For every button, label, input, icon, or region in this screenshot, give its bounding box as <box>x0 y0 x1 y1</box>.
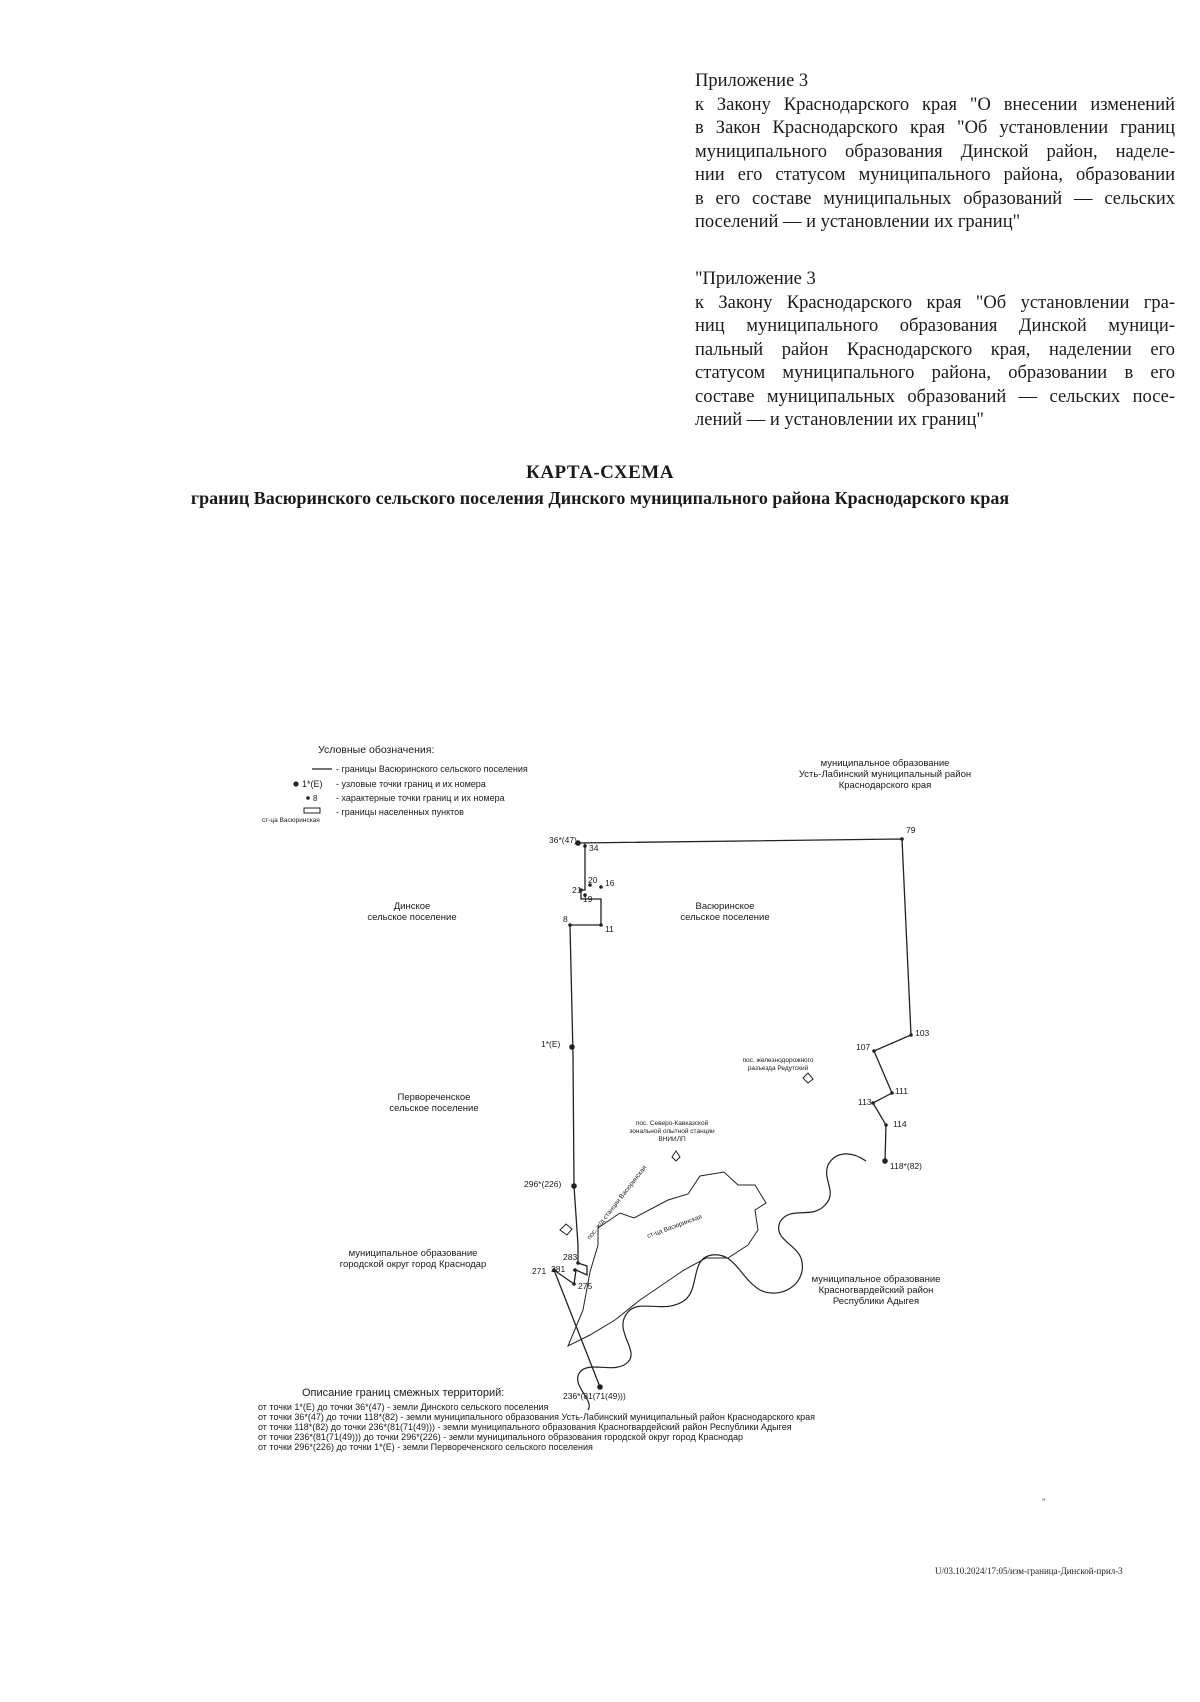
adjacent-description <box>258 1387 815 1452</box>
point-label: 283 <box>563 1252 578 1262</box>
point-label: 20 <box>588 875 598 885</box>
region-label-adygea: Красногвардейский район <box>818 1285 934 1296</box>
annex1-line: муниципального образования Динской район, наделе- <box>695 141 1175 162</box>
point-8 <box>568 923 572 927</box>
region-label-vasyurinskoe: Васюринское <box>695 901 755 912</box>
point-111 <box>890 1091 894 1095</box>
legend <box>262 744 528 824</box>
annex2-line: ниц муниципального образования Динской муници- <box>695 316 1175 336</box>
point-label: 111 <box>895 1086 908 1096</box>
point-label: 21 <box>572 885 582 895</box>
point-103 <box>909 1033 913 1037</box>
region-label-pervorechenskoe: сельское поселение <box>389 1103 479 1114</box>
annex2-line: лений — и установлении их границ" <box>695 410 984 430</box>
page-mark: " <box>1042 1497 1046 1507</box>
region-labels <box>340 758 971 1307</box>
point-label: 114 <box>893 1119 907 1129</box>
annex1-line: Приложение 3 <box>695 71 809 91</box>
settlement-label-reduta: пос. железнодорожного <box>742 1057 814 1064</box>
region-label-pervorechenskoe: Первореченское <box>397 1092 471 1103</box>
point-label: 79 <box>906 825 916 835</box>
region-label-ust-labinsky: Усть-Лабинский муниципальный район <box>798 769 972 780</box>
settlement-label-vniilp: пос. Северо-Кавказской <box>635 1120 709 1127</box>
settlement-label-stanitsa: ст-ца Васюринская <box>646 1213 704 1240</box>
description-line: от точки 296*(226) до точки 1*(Е) - земли Первореченского сельского поселения <box>258 1442 593 1452</box>
point-label: 296*(226) <box>524 1179 562 1189</box>
annex2-line: пальный район Краснодарского края, наделении его <box>695 339 1175 360</box>
region-label-vasyurinskoe: сельское поселение <box>680 912 770 923</box>
legend-item: - характерные точки границ и их номера <box>336 793 505 803</box>
settlement-boundary-reduta <box>803 1073 813 1083</box>
point-label: 236*(81(71(49))) <box>563 1391 626 1401</box>
annex1-line: в его составе муниципальных образований — сельских <box>695 188 1175 209</box>
point-label: 103 <box>915 1028 930 1038</box>
point-label: 113 <box>858 1097 872 1107</box>
point-label: 107 <box>856 1042 871 1052</box>
point-275 <box>572 1282 576 1286</box>
annex1-line: нии его статусом муниципального района, образовании <box>695 165 1175 185</box>
region-label-dinskoe: Динское <box>393 901 431 912</box>
point-label: 16 <box>605 878 615 888</box>
region-label-krasnodar: муниципальное образование <box>348 1248 478 1259</box>
description-line: от точки 1*(Е) до точки 36*(47) - земли Динского сельского поселения <box>258 1402 549 1412</box>
legend-settlement-boundary-icon <box>304 808 320 813</box>
settlement-label-zhd-station: пос. ж/д станции Васюринская <box>586 1164 649 1242</box>
point-11 <box>599 923 603 927</box>
point-label: 34 <box>589 843 599 853</box>
point-113 <box>871 1101 875 1105</box>
settlement-boundaries <box>560 1073 813 1346</box>
legend-point-sample: 8 <box>313 794 318 803</box>
annex1-line: к Закону Краснодарского края "О внесении изменений <box>695 94 1175 115</box>
region-label-adygea: Республики Адыгея <box>832 1296 920 1307</box>
region-label-adygea: муниципальное образование <box>811 1274 941 1285</box>
annex1-line: поселений — и установлении их границ" <box>695 212 1021 232</box>
point-label: 1*(Е) <box>541 1039 561 1049</box>
annex2-line: составе муниципальных образований — сельских посе- <box>695 386 1175 407</box>
legend-settlement-sample: ст-ца Васюринская <box>262 817 320 824</box>
point-label: 271 <box>532 1266 547 1276</box>
description-line: от точки 118*(82) до точки 236*(81(71(49))) - земли муниципального образования Красногвардейский район Республики Адыгея <box>258 1422 792 1432</box>
point-label: 36*(47) <box>549 835 577 845</box>
settlement-label-vniilp: зональной опытной станции <box>629 1128 715 1135</box>
region-label-dinskoe: сельское поселение <box>367 912 457 923</box>
region-label-krasnodar: городской округ город Краснодар <box>339 1259 487 1270</box>
point-79 <box>900 837 904 841</box>
point-16 <box>599 885 603 889</box>
point-label: 118*(82) <box>890 1161 922 1171</box>
point-label: 11 <box>605 924 614 934</box>
point-label: 19 <box>583 894 593 904</box>
legend-item: - границы населенных пунктов <box>336 807 464 817</box>
settlement-boundary-vniilp <box>672 1151 680 1161</box>
point-281 <box>573 1268 577 1272</box>
annex2-line: "Приложение 3 <box>695 269 816 289</box>
map-subtitle: границ Васюринского сельского поселения Динского муниципального района Краснодарского края <box>190 488 1010 508</box>
point-label: 8 <box>563 914 568 924</box>
settlement-boundary-stanitsa <box>568 1172 766 1346</box>
legend-item: - узловые точки границ и их номера <box>336 779 486 789</box>
description-heading: Описание границ смежных территорий: <box>302 1387 505 1399</box>
annex1-line: в Закон Краснодарского края "Об установлении границ <box>695 118 1175 138</box>
node-point-118 <box>882 1158 888 1164</box>
legend-character-point-icon <box>306 796 310 800</box>
map-title: КАРТА-СХЕМА <box>526 462 674 483</box>
node-point-296 <box>571 1183 577 1189</box>
annex2-line: статусом муниципального района, образовании в его <box>695 363 1175 383</box>
node-point-236 <box>597 1384 603 1390</box>
legend-heading: Условные обозначения: <box>318 744 435 756</box>
description-line: от точки 36*(47) до точки 118*(82) - земли муниципального образования Усть-Лабинский муниципальный район Краснодарского края <box>258 1412 816 1422</box>
node-point-1 <box>569 1044 575 1050</box>
description-line: от точки 236*(81(71(49))) до точки 296*(226) - земли муниципального образования городской округ город Краснодар <box>258 1432 744 1442</box>
settlement-boundary-zhd-station <box>560 1224 572 1235</box>
settlement-label-reduta: разъезда Редутский <box>747 1065 809 1072</box>
legend-node-point-icon <box>293 781 298 786</box>
legend-item: - границы Васюринского сельского поселения <box>336 764 528 774</box>
point-34 <box>583 844 587 848</box>
region-label-ust-labinsky: муниципальное образование <box>820 758 950 769</box>
annex2-line: к Закону Краснодарского края "Об установлении гра- <box>695 292 1175 313</box>
point-107 <box>872 1049 876 1053</box>
region-label-ust-labinsky: Краснодарского края <box>838 780 932 791</box>
legend-node-sample: 1*(Е) <box>302 779 323 789</box>
document-code: U/03.10.2024/17:05/изм-граница-Динской-прил-3 <box>935 1566 1123 1576</box>
point-114 <box>884 1123 888 1127</box>
point-label: 275 <box>578 1281 593 1291</box>
point-label: 281 <box>551 1264 566 1274</box>
settlement-label-vniilp: ВНИИЛП <box>658 1136 686 1143</box>
